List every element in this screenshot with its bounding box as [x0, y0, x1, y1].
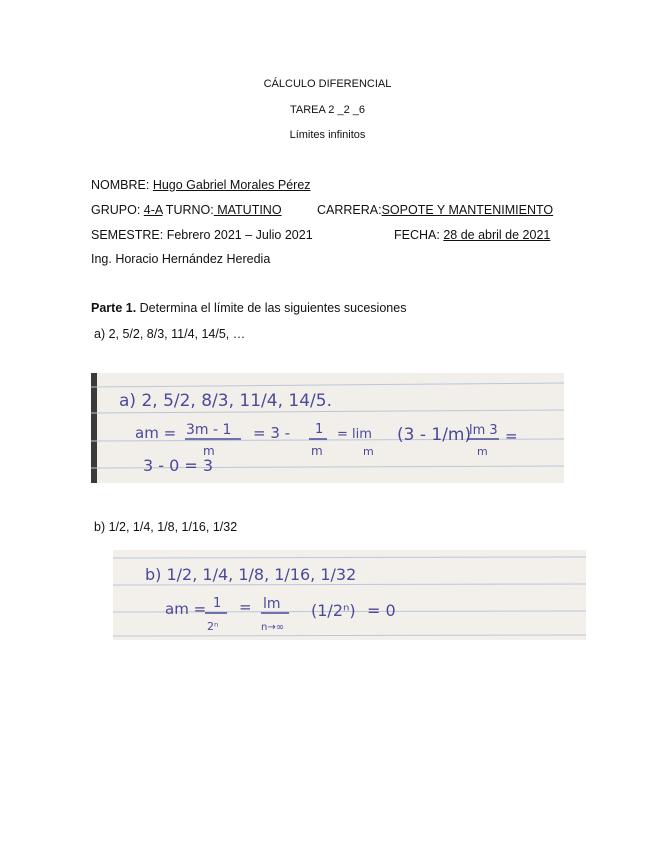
date-value: 28 de abril de 2021 — [443, 228, 551, 242]
group-value: 4-A — [143, 203, 163, 217]
hw-b-eq: = — [239, 598, 252, 616]
date-label: FECHA: — [394, 228, 444, 242]
name-value: Hugo Gabriel Morales Pérez — [152, 178, 311, 192]
hw-b-2n: 2ⁿ — [207, 620, 219, 633]
hw-b-zero: = 0 — [367, 601, 396, 620]
hw-b-am: am = — [165, 600, 207, 618]
photo-a-drawing — [91, 373, 564, 483]
handwritten-photo-a — [91, 373, 564, 483]
hw-b-paren: (1/2ⁿ) — [311, 601, 356, 620]
course-title: CÁLCULO DIFERENCIAL — [263, 78, 392, 90]
hw-a-eq1: = 3 - — [253, 424, 291, 442]
group-line — [91, 203, 282, 217]
hw-a-m3: m — [477, 445, 488, 458]
topic-title: Límites infinitos — [289, 129, 366, 141]
hw-a-eq2: = — [505, 427, 518, 445]
item-b-text: b) 1/2, 1/4, 1/8, 1/16, 1/32 — [94, 520, 238, 534]
hw-a-m2: m — [363, 445, 374, 458]
career-line — [317, 203, 553, 217]
hw-b-lm: lm — [263, 596, 281, 612]
hw-b-ninf: n→∞ — [261, 622, 285, 633]
semester-line: SEMESTRE: Febrero 2021 – Julio 2021 — [91, 228, 313, 242]
hw-a-lm3: lm 3 — [469, 423, 498, 438]
teacher-line: Ing. Horacio Hernández Heredia — [91, 252, 271, 266]
career-label: CARRERA: — [317, 203, 382, 217]
hw-a-one: 1 — [315, 422, 324, 437]
hw-b-line1: b) 1/2, 1/4, 1/8, 1/16, 1/32 — [145, 565, 357, 584]
handwritten-photo-b — [113, 550, 586, 640]
part1-title: Parte 1. — [91, 301, 137, 315]
hw-a-line3: 3 - 0 = 3 — [143, 456, 214, 475]
career-value: SOPOTE Y MANTENIMIENTO — [381, 203, 554, 217]
hw-a-num: 3m - 1 — [186, 422, 232, 438]
turn-label: TURNO: — [162, 203, 214, 217]
hw-a-lim: = lim — [337, 427, 372, 442]
name-label: NOMBRE: — [91, 178, 153, 192]
item-a-text: a) 2, 5/2, 8/3, 11/4, 14/5, … — [94, 327, 246, 341]
task-title: TAREA 2 _2 _6 — [289, 104, 365, 116]
hw-a-line1: a) 2, 5/2, 8/3, 11/4, 14/5. — [119, 391, 332, 411]
turn-value: MATUTINO — [213, 203, 282, 217]
name-line — [91, 178, 311, 192]
hw-a-paren: (3 - 1/m) — [397, 425, 472, 445]
part1-heading — [91, 301, 406, 315]
hw-a-m1: m — [311, 444, 323, 458]
photo-b-drawing — [113, 550, 586, 640]
hw-a-den: m — [203, 444, 215, 458]
date-line — [394, 228, 550, 242]
group-label: GRUPO: — [91, 203, 144, 217]
part1-instruction: Determina el límite de las siguientes sucesiones — [136, 301, 407, 315]
hw-b-one: 1 — [213, 596, 222, 611]
hw-a-am: am = — [135, 424, 177, 442]
